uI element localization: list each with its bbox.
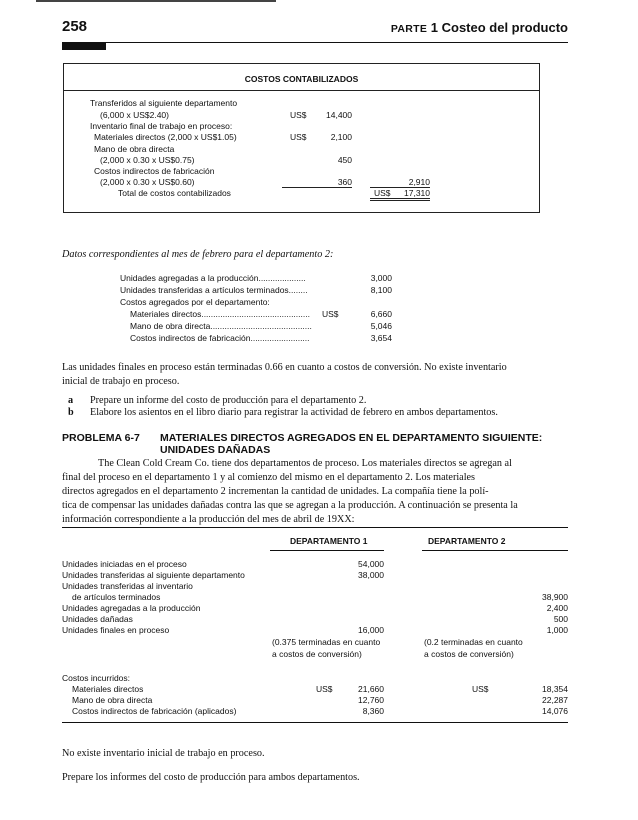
- cost-row-dept2: 22,287: [542, 695, 568, 705]
- problem-title: UNIDADES DAÑADAS: [160, 444, 271, 456]
- table-row-label: Unidades transferidas al siguiente departamento: [62, 570, 245, 580]
- footer-line: Prepare los informes del costo de producción para ambos departamentos.: [62, 772, 360, 783]
- costs-box: [63, 63, 540, 213]
- column-rule-dept1: [270, 550, 384, 551]
- cost-row-label: Costos indirectos de fabricación: [94, 166, 215, 176]
- table-row-dept1: 16,000: [358, 625, 384, 635]
- paragraph-line: directos agregados en el departamento 2 incrementan la cantidad de unidades. La compañía tiene la polí-: [62, 486, 489, 497]
- paragraph-line: inicial de trabajo en proceso.: [62, 376, 180, 387]
- feb-row-label: Costos indirectos de fabricación.........................: [130, 333, 310, 343]
- table-row-label: Unidades finales en proceso: [62, 625, 170, 635]
- cost-row-label: Mano de obra directa: [72, 695, 153, 705]
- problem-title: MATERIALES DIRECTOS AGREGADOS EN EL DEPARTAMENTO SIGUIENTE:: [160, 432, 543, 444]
- cost-row-dept2: 18,354: [542, 684, 568, 694]
- table-row-label: Unidades agregadas a la producción: [62, 603, 201, 613]
- feb-row-value: 3,654: [370, 333, 392, 343]
- table-row-label: de artículos terminados: [72, 592, 161, 602]
- table-row-dept1: 54,000: [358, 559, 384, 569]
- column-rule-dept2: [422, 550, 568, 551]
- feb-row-value: 3,000: [370, 273, 392, 283]
- cost-row-label: Inventario final de trabajo en proceso:: [90, 121, 233, 131]
- problem-label: PROBLEMA 6-7: [62, 432, 140, 444]
- feb-row-value: 6,660: [370, 309, 392, 319]
- table-row-dept2: 2,400: [546, 603, 568, 613]
- cost-row-currency: US$: [316, 684, 333, 694]
- cost-row-dept1: 21,660: [358, 684, 384, 694]
- cost-row-currency: US$: [374, 188, 391, 198]
- cost-row-label: Materiales directos: [72, 684, 144, 694]
- feb-row-currency: US$: [322, 309, 339, 319]
- feb-row-label: Mano de obra directa...........................................: [130, 321, 312, 331]
- cost-row-label: Transferidos al siguiente departamento: [90, 98, 238, 108]
- part-label: PARTE: [390, 23, 428, 35]
- running-header: [391, 20, 568, 35]
- dept2-note: (0.2 terminadas en cuanto: [424, 637, 523, 647]
- task-letter: a: [68, 395, 74, 406]
- cost-row-label: Total de costos contabilizados: [118, 188, 231, 198]
- task-letter: b: [68, 407, 74, 418]
- feb-row-label: Unidades transferidas a artículos terminados........: [120, 285, 308, 295]
- cost-row-value: 360: [282, 177, 352, 188]
- part-number: 1: [430, 20, 438, 35]
- cost-row-value: 2,100: [330, 132, 352, 142]
- paragraph-line: tica de compensar las unidades dañadas contra las que se agregan a la producción. A continuación se presenta la: [62, 500, 518, 511]
- cost-row-dept1: 8,360: [362, 706, 384, 716]
- cost-row-label: Costos indirectos de fabricación (aplicados): [72, 706, 237, 716]
- feb-row-label: Unidades agregadas a la producción....................: [120, 273, 306, 283]
- column-header-dept1: DEPARTAMENTO 1: [290, 536, 368, 546]
- cost-row-currency: US$: [290, 110, 307, 120]
- cost-row-currency: US$: [472, 684, 489, 694]
- cost-row-dept1: 12,760: [358, 695, 384, 705]
- cost-row-dept2: 14,076: [542, 706, 568, 716]
- table-row-dept2: 500: [553, 614, 568, 624]
- task-text: Prepare un informe del costo de producción para el departamento 2.: [90, 395, 367, 406]
- feb-row-label: Costos agregados por el departamento:: [120, 297, 270, 307]
- dept1-note: (0.375 terminadas en cuanto: [272, 637, 381, 647]
- costs-box-divider: [64, 90, 539, 91]
- feb-row-value: 8,100: [370, 285, 392, 295]
- cost-row-currency: US$: [290, 132, 307, 142]
- feb-data-heading: Datos correspondientes al mes de febrero para el departamento 2:: [62, 249, 334, 260]
- cost-row-total: 17,310: [370, 188, 430, 201]
- feb-row-value: 5,046: [370, 321, 392, 331]
- table-row-label: Unidades dañadas: [62, 614, 133, 624]
- header-block: [62, 42, 106, 50]
- cost-row-label: Mano de obra directa: [94, 144, 175, 154]
- costs-box-title: COSTOS CONTABILIZADOS: [244, 74, 359, 84]
- paragraph-line: información correspondiente a la producción del mes de abril de 19XX:: [62, 514, 355, 525]
- costs-incurred-label: Costos incurridos:: [62, 673, 131, 683]
- cost-row-label: (6,000 x US$2.40): [100, 110, 169, 120]
- table-row-dept2: 1,000: [546, 625, 568, 635]
- dept1-note: a costos de conversión): [272, 649, 362, 659]
- table-bottom-rule: [62, 722, 568, 723]
- table-row-label: Unidades iniciadas en el proceso: [62, 559, 187, 569]
- paragraph-line: final del proceso en el departamento 1 y al comienzo del mismo en el departamento 2. Los materiales: [62, 472, 476, 483]
- cost-row-label: Materiales directos (2,000 x US$1.05): [94, 132, 237, 142]
- paragraph-line: Las unidades finales en proceso están terminadas 0.66 en cuanto a costos de conversión. No existe inventario: [62, 362, 507, 373]
- cost-row-value: 14,400: [326, 110, 352, 120]
- page-number: 258: [62, 18, 88, 35]
- feb-row-label: Materiales directos..............................................: [130, 309, 310, 319]
- table-row-dept2: 38,900: [542, 592, 568, 602]
- table-row-dept1: 38,000: [358, 570, 384, 580]
- task-text: Elabore los asientos en el libro diario para registrar la actividad de febrero en ambos departamentos.: [90, 407, 498, 418]
- dept2-note: a costos de conversión): [424, 649, 514, 659]
- cost-row-value: 450: [337, 155, 352, 165]
- cost-row-label: (2,000 x 0.30 x US$0.75): [100, 155, 195, 165]
- column-header-dept2: DEPARTAMENTO 2: [428, 536, 506, 546]
- cost-row-label: (2,000 x 0.30 x US$0.60): [100, 177, 195, 187]
- table-top-rule: [62, 527, 568, 528]
- cost-row-subtotal: 2,910: [370, 177, 430, 188]
- footer-line: No existe inventario inicial de trabajo en proceso.: [62, 748, 265, 759]
- header-rule: [62, 42, 568, 43]
- table-row-label: Unidades transferidas al inventario: [62, 581, 193, 591]
- top-border: [36, 0, 276, 2]
- part-title: Costeo del producto: [441, 20, 568, 35]
- paragraph-line: The Clean Cold Cream Co. tiene dos departamentos de proceso. Los materiales directos se agregan al: [98, 458, 512, 469]
